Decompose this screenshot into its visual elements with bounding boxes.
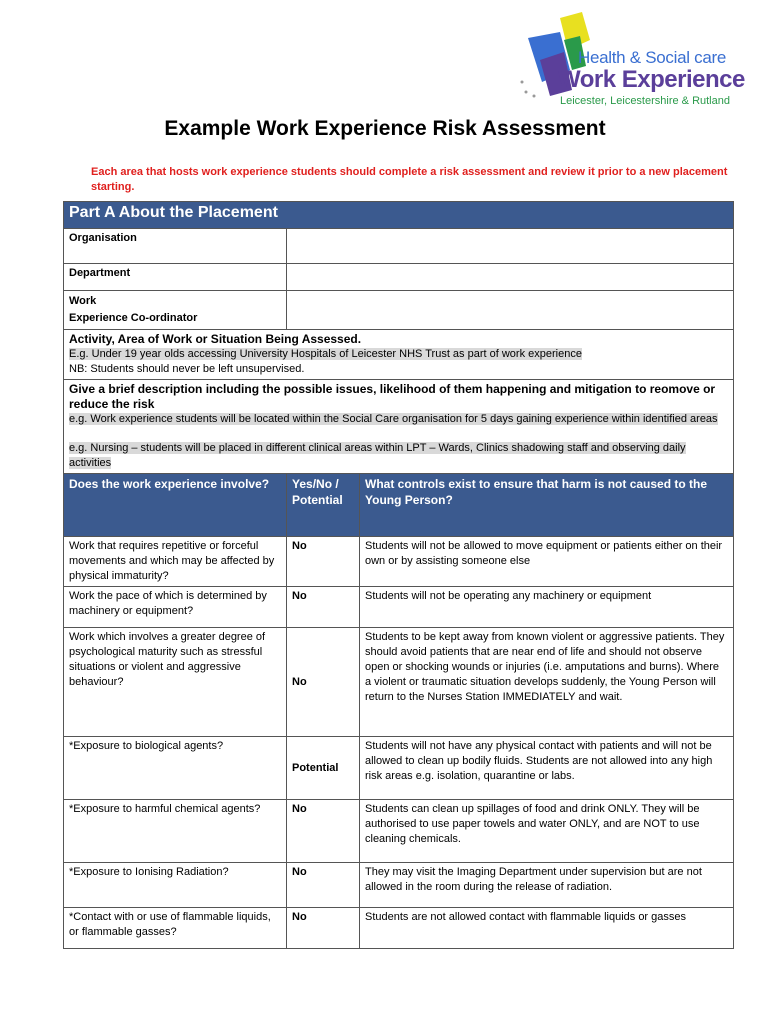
header-yes-no: Yes/No / Potential: [287, 474, 360, 537]
document-title: Example Work Experience Risk Assessment: [164, 117, 606, 140]
description-example-1: e.g. Work experience students will be located within the Social Care organisation for 5 days gaining experience within identified areas: [69, 413, 718, 425]
risk-item: *Contact with or use of flammable liquids, or flammable gasses?: [64, 908, 287, 949]
description-example-2: e.g. Nursing – students will be placed in different clinical areas within LPT – Wards, Clinics shadowing staff and observing daily activities: [69, 442, 686, 469]
coordinator-label-line-2: Experience Co-ordinator: [69, 312, 198, 324]
description-row: [64, 380, 734, 474]
risk-control: Students can clean up spillages of food and drink ONLY. They will be authorised to use paper towels and water ONLY, and are NOT to use cleaning chemicals.: [360, 800, 734, 863]
activity-note: NB: Students should never be left unsupervised.: [69, 363, 305, 375]
risk-item: Work the pace of which is determined by machinery or equipment?: [64, 587, 287, 628]
risk-item: *Exposure to biological agents?: [64, 737, 287, 800]
table-row: [64, 800, 734, 863]
part-a-heading: Part A About the Placement: [64, 202, 734, 229]
risk-answer: No: [287, 908, 360, 949]
risk-answer: No: [287, 537, 360, 587]
risk-item: *Exposure to harmful chemical agents?: [64, 800, 287, 863]
table-row: [64, 628, 734, 737]
table-row: [64, 863, 734, 908]
risk-control: Students are not allowed contact with flammable liquids or gasses: [360, 908, 734, 949]
description-heading: Give a brief description including the possible issues, likelihood of them happening and mitigation to reomove or reduce the risk: [69, 382, 716, 411]
department-label: Department: [64, 264, 287, 291]
table-row: [64, 587, 734, 628]
description-cell: [64, 380, 734, 474]
risk-assessment-form: [63, 201, 734, 949]
table-row: [64, 737, 734, 800]
header-involve: Does the work experience involve?: [64, 474, 287, 537]
organisation-label: Organisation: [64, 229, 287, 264]
risk-answer: No: [287, 628, 360, 737]
coordinator-field[interactable]: [287, 291, 734, 330]
risk-control: They may visit the Imaging Department under supervision but are not allowed in the room during the release of radiation.: [360, 863, 734, 908]
field-row-department: [64, 264, 734, 291]
risk-answer: No: [287, 587, 360, 628]
header-controls: What controls exist to ensure that harm is not caused to the Young Person?: [360, 474, 734, 537]
field-row-coordinator: [64, 291, 734, 330]
logo-line-1: Health & Social care: [578, 48, 727, 67]
activity-heading: Activity, Area of Work or Situation Being Assessed.: [69, 332, 362, 346]
department-field[interactable]: [287, 264, 734, 291]
organisation-field[interactable]: [287, 229, 734, 264]
part-a-header: [64, 202, 734, 229]
table-row: [64, 908, 734, 949]
activity-example: E.g. Under 19 year olds accessing University Hospitals of Leicester NHS Trust as part of work experience: [69, 348, 582, 360]
logo-line-3: Leicester, Leicestershire & Rutland: [560, 95, 730, 107]
risk-item: Work which involves a greater degree of psychological maturity such as stressful situations or violent and aggressive behaviour?: [64, 628, 287, 737]
risk-control: Students will not have any physical contact with patients and will not be allowed to clean up bodily fluids. Students are not allowed into any high risk areas e.g. isolation, quarantine or labs.: [360, 737, 734, 800]
risk-control: Students will not be allowed to move equipment or patients either on their own or by assisting someone else: [360, 537, 734, 587]
table-row: [64, 537, 734, 587]
risk-item: *Exposure to Ionising Radiation?: [64, 863, 287, 908]
risk-answer: No: [287, 800, 360, 863]
risk-control: Students will not be operating any machinery or equipment: [360, 587, 734, 628]
coordinator-label-line-1: Work: [69, 295, 97, 307]
intro-text: Each area that hosts work experience students should complete a risk assessment and review it prior to a new placement starting.: [91, 166, 728, 193]
activity-row: [64, 330, 734, 380]
risk-answer: Potential: [287, 737, 360, 800]
activity-cell: [64, 330, 734, 380]
risk-answer: No: [287, 863, 360, 908]
risk-item: Work that requires repetitive or forceful movements and which may be affected by physical immaturity?: [64, 537, 287, 587]
coordinator-label: [64, 291, 287, 330]
logo-line-2: Work Experience: [558, 66, 745, 93]
field-row-organisation: [64, 229, 734, 264]
risk-control: Students to be kept away from known violent or aggressive patients. They should avoid patients that are near end of life and should not observe open or shocking wounds or injuries (i.e. amputations and burns). Where a violent or traumatic situation develops suddenly, the Young Person will return to the Nurses Station IMMEDIATELY and wait.: [360, 628, 734, 737]
risk-table-header: [64, 474, 734, 537]
